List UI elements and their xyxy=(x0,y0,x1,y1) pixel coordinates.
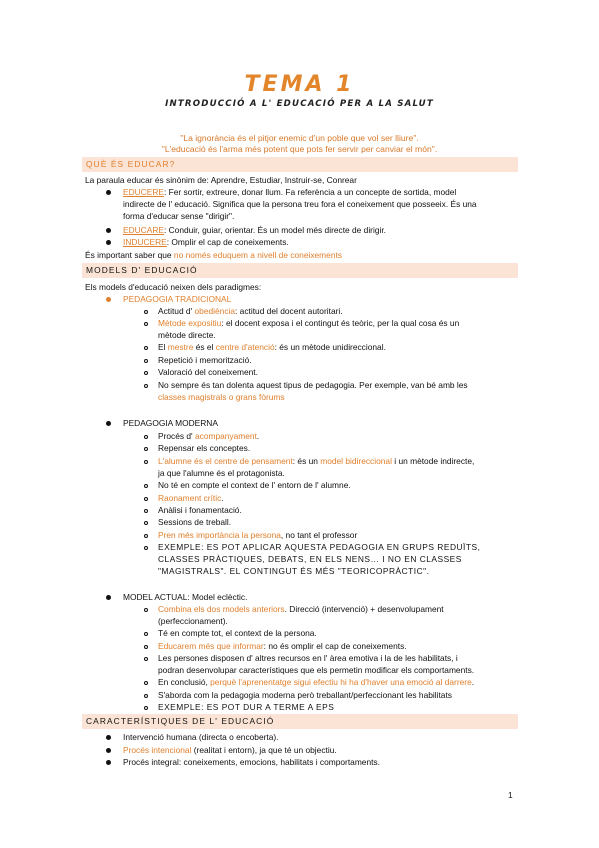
circle-bullet-icon xyxy=(144,384,148,388)
circle-bullet-icon xyxy=(144,645,148,649)
circle-bullet-icon xyxy=(144,310,148,314)
list-item: Anàlisi i fonamentació. xyxy=(158,505,242,515)
circle-bullet-icon xyxy=(144,484,148,488)
list-item: Repensar els conceptes. xyxy=(158,443,251,453)
list-item: Combina els dos models anteriors. Direcció (intervenció) + desenvolupament xyxy=(158,604,444,614)
list-item: Procés intencional (realitat i entorn), ja que té un objectiu. xyxy=(123,745,337,755)
bullet-dot-icon xyxy=(106,240,111,245)
section-heading: MODELS D' EDUCACIÓ xyxy=(82,263,518,278)
bullet-dot-icon xyxy=(106,228,111,233)
circle-bullet-icon xyxy=(144,346,148,350)
circle-bullet-icon xyxy=(144,435,148,439)
quote: "La ignorància és el pitjor enemic d'un poble que vol ser lliure". xyxy=(180,133,419,143)
list-item-line: classes magistrals o grans fòrums xyxy=(158,392,285,402)
list-item: Repetició i memorització. xyxy=(158,355,252,365)
term: EDUCARE xyxy=(123,225,164,235)
list-item-line: mètode directe. xyxy=(158,330,216,340)
list-item: Raonament crític. xyxy=(158,493,224,503)
circle-bullet-icon xyxy=(144,534,148,538)
list-item-line: indirecte de l' educació. Significa que la persona treu fora el coneixement que posseeix. És una xyxy=(123,199,477,209)
term: EDUCERE xyxy=(123,187,164,197)
circle-bullet-icon xyxy=(144,359,148,363)
document-title: TEMA 1 xyxy=(244,72,355,97)
bullet-dot-icon xyxy=(106,421,111,426)
term: INDUCERE xyxy=(123,237,167,247)
list-item: Procés d' acompanyament. xyxy=(158,431,260,441)
list-item: EXEMPLE: ES POT DUR A TERME A EPS xyxy=(158,702,335,712)
circle-bullet-icon xyxy=(144,460,148,464)
bullet-dot-icon xyxy=(106,190,111,195)
list-item-line: forma d'educar sense "dirigir". xyxy=(123,211,235,221)
quote: "L'educació és l'arma més potent que pots fer servir per canviar el món". xyxy=(161,144,438,154)
list-item-line: ja que l'alumne és el protagonista. xyxy=(158,468,285,478)
circle-bullet-icon xyxy=(144,497,148,501)
subsection-title: PEDAGOGIA MODERNA xyxy=(123,418,218,428)
list-item: Procés integral: coneixements, emocions, habilitats i comportaments. xyxy=(123,757,380,767)
circle-bullet-icon xyxy=(144,509,148,513)
paragraph: Els models d'educació neixen dels paradigmes: xyxy=(85,282,262,292)
circle-bullet-icon xyxy=(144,681,148,685)
circle-bullet-icon xyxy=(144,608,148,612)
list-item: No sempre és tan dolenta aquest tipus de pedagogia. Per exemple, van bé amb les xyxy=(158,380,468,390)
list-item: No té en compte el context de l' entorn de l' alumne. xyxy=(158,480,351,490)
list-item: En conclusió, perquè l'aprenentatge sigui efectiu hi ha d'haver una emoció al darrere. xyxy=(158,677,475,687)
list-item: Les persones disposen d' altres recursos en l' àrea emotiva i la de les habilitats, i xyxy=(158,653,458,663)
page-number: 1 xyxy=(508,790,513,800)
circle-bullet-icon xyxy=(144,447,148,451)
circle-bullet-icon xyxy=(144,546,148,550)
paragraph: La paraula educar és sinònim de: Aprendre, Estudiar, Instruir-se, Conrear xyxy=(85,175,357,185)
list-item: Valoració del coneixement. xyxy=(158,367,258,377)
list-item: Pren més importància la persona, no tant el professor xyxy=(158,530,358,540)
list-item: EXEMPLE: ES POT APLICAR AQUESTA PEDAGOGIA EN GRUPS REDUÏTS, xyxy=(158,542,481,552)
circle-bullet-icon xyxy=(144,657,148,661)
list-item: Mètode expositiu: el docent exposa i el contingut és teòric, per la qual cosa és un xyxy=(158,318,460,328)
circle-bullet-icon xyxy=(144,322,148,326)
list-item: L'alumne és el centre de pensament: és un model bidireccional i un mètode indirecte, xyxy=(158,456,475,466)
list-item: Educarem més que informar: no és omplir el cap de coneixements. xyxy=(158,641,407,651)
section-heading: QUÈ ÉS EDUCAR? xyxy=(82,157,518,172)
circle-bullet-icon xyxy=(144,694,148,698)
list-item: Sessions de treball. xyxy=(158,517,232,527)
section-heading: CARACTERÍSTIQUES DE L' EDUCACIÓ xyxy=(82,714,518,729)
bullet-dot-icon xyxy=(106,748,111,753)
bullet-dot-icon xyxy=(106,297,111,302)
list-item: S'aborda com la pedagogia moderna però treballant/perfeccionant les habilitats xyxy=(158,690,452,700)
circle-bullet-icon xyxy=(144,706,148,710)
list-item-line: CLASSES PRÀCTIQUES, DEBATS, EN ELS NENS… I NO EN CLASSES xyxy=(158,554,462,564)
list-item: EDUCARE: Conduir, guiar, orientar. És un model més directe de dirigir. xyxy=(123,225,387,235)
circle-bullet-icon xyxy=(144,371,148,375)
circle-bullet-icon xyxy=(144,521,148,525)
list-item: Actitud d' obediència: actitud del docent autoritari. xyxy=(158,306,343,316)
circle-bullet-icon xyxy=(144,632,148,636)
document-subtitle: INTRODUCCIÓ A L' EDUCACIÓ PER A LA SALUT xyxy=(165,99,434,109)
paragraph: És important saber que no només eduquem a nivell de coneixements xyxy=(85,250,342,260)
list-item: Intervenció humana (directa o encoberta). xyxy=(123,732,279,742)
bullet-dot-icon xyxy=(106,735,111,740)
subsection-title: PEDAGOGIA TRADICIONAL xyxy=(123,294,232,304)
list-item-line: "MAGISTRALS". EL CONTINGUT ÉS MÉS "TEORICOPRÀCTIC". xyxy=(158,566,430,576)
list-item: El mestre és el centre d'atenció: és un mètode unidireccional. xyxy=(158,342,386,352)
bullet-dot-icon xyxy=(106,760,111,765)
list-item: Té en compte tot, el context de la persona. xyxy=(158,628,317,638)
list-item: EDUCERE: Fer sortir, extreure, donar llum. Fa referència a un concepte de sortida, model xyxy=(123,187,457,197)
bullet-dot-icon xyxy=(106,595,111,600)
list-item-line: podran desenvolupar característiques que els permetin modificar els comportaments. xyxy=(158,665,475,675)
list-item-line: (perfeccionament). xyxy=(158,616,228,626)
list-item: INDUCERE: Omplir el cap de coneixements. xyxy=(123,237,289,247)
subsection-title: MODEL ACTUAL: Model eclèctic. xyxy=(123,592,248,602)
